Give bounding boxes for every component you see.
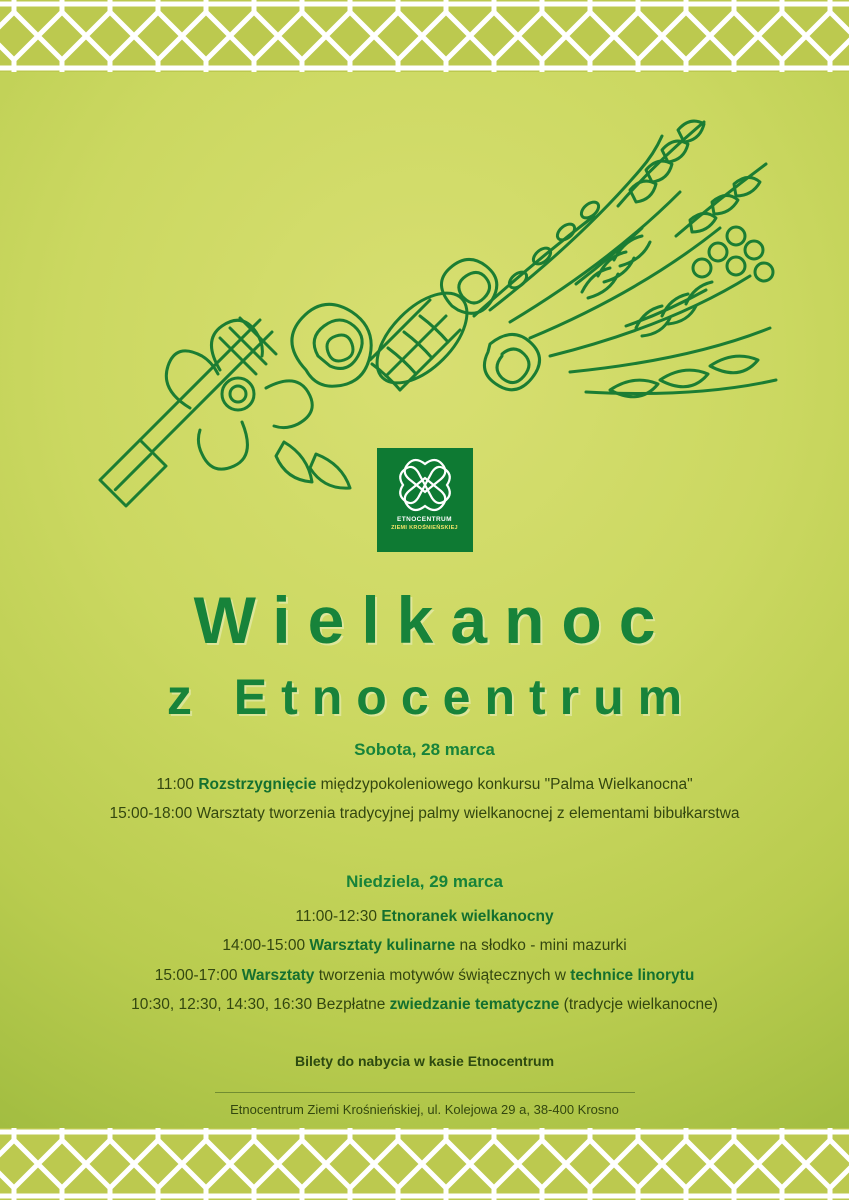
- day-heading-sunday: Niedziela, 29 marca: [346, 871, 503, 891]
- event-text: (tradycje wielkanocne): [559, 996, 718, 1014]
- etnocentrum-logo: [377, 448, 473, 552]
- tickets-note: Bilety do nabycia w kasie Etnocentrum: [294, 1052, 555, 1069]
- event-time: 15:00-17:00: [154, 966, 238, 984]
- day-heading-saturday: Sobota, 28 marca: [354, 740, 495, 759]
- event-time: 15:00-18:00: [109, 805, 193, 823]
- clover-logo-icon: [395, 456, 455, 514]
- event-row: [0, 965, 849, 987]
- event-time: 10:30, 12:30, 14:30, 16:30: [131, 996, 313, 1014]
- event-highlight: Etnoranek wielkanocny: [381, 907, 554, 925]
- footer-divider: [215, 1092, 635, 1093]
- event-text-pre: Bezpłatne: [312, 996, 390, 1014]
- logo-line1: ETNOCENTRUM: [397, 516, 452, 523]
- poster-subtitle: z Etnocentrum: [166, 669, 697, 725]
- event-row: [0, 774, 849, 796]
- event-highlight: zwiedzanie tematyczne: [389, 996, 560, 1014]
- event-highlight: Warsztaty kulinarne: [309, 937, 456, 955]
- event-highlight-2: technice linorytu: [570, 966, 695, 984]
- program-section: [0, 740, 849, 1083]
- event-text: na słodko - mini mazurki: [455, 937, 627, 955]
- event-row: [0, 994, 849, 1016]
- decorative-border-bottom: [0, 1128, 849, 1200]
- event-highlight: Rozstrzygnięcie: [198, 776, 317, 793]
- decorative-border-top: [0, 0, 849, 72]
- event-text: międzypokoleniowego konkursu "Palma Wielkanocna": [316, 776, 693, 793]
- event-highlight: Warsztaty: [241, 966, 315, 984]
- event-time: 11:00: [156, 776, 194, 793]
- event-time: 11:00-12:30: [295, 907, 377, 925]
- event-time: 14:00-15:00: [222, 937, 306, 955]
- event-text: Warsztaty tworzenia tradycyjnej palmy wielkanocnej z elementami bibułkarstwa: [196, 805, 740, 823]
- event-row: [0, 906, 849, 928]
- logo-line2: ZIEMI KROŚNIEŃSKIEJ: [391, 525, 458, 531]
- event-row: [0, 935, 849, 957]
- event-text: tworzenia motywów świątecznych w: [314, 966, 571, 984]
- easter-palm-illustration: [70, 70, 790, 510]
- venue-address: Etnocentrum Ziemi Krośnieńskiej, ul. Kolejowa 29 a, 38-400 Krosno: [230, 1102, 619, 1117]
- event-row: [0, 803, 849, 825]
- poster-title: Wielkanoc: [193, 583, 673, 657]
